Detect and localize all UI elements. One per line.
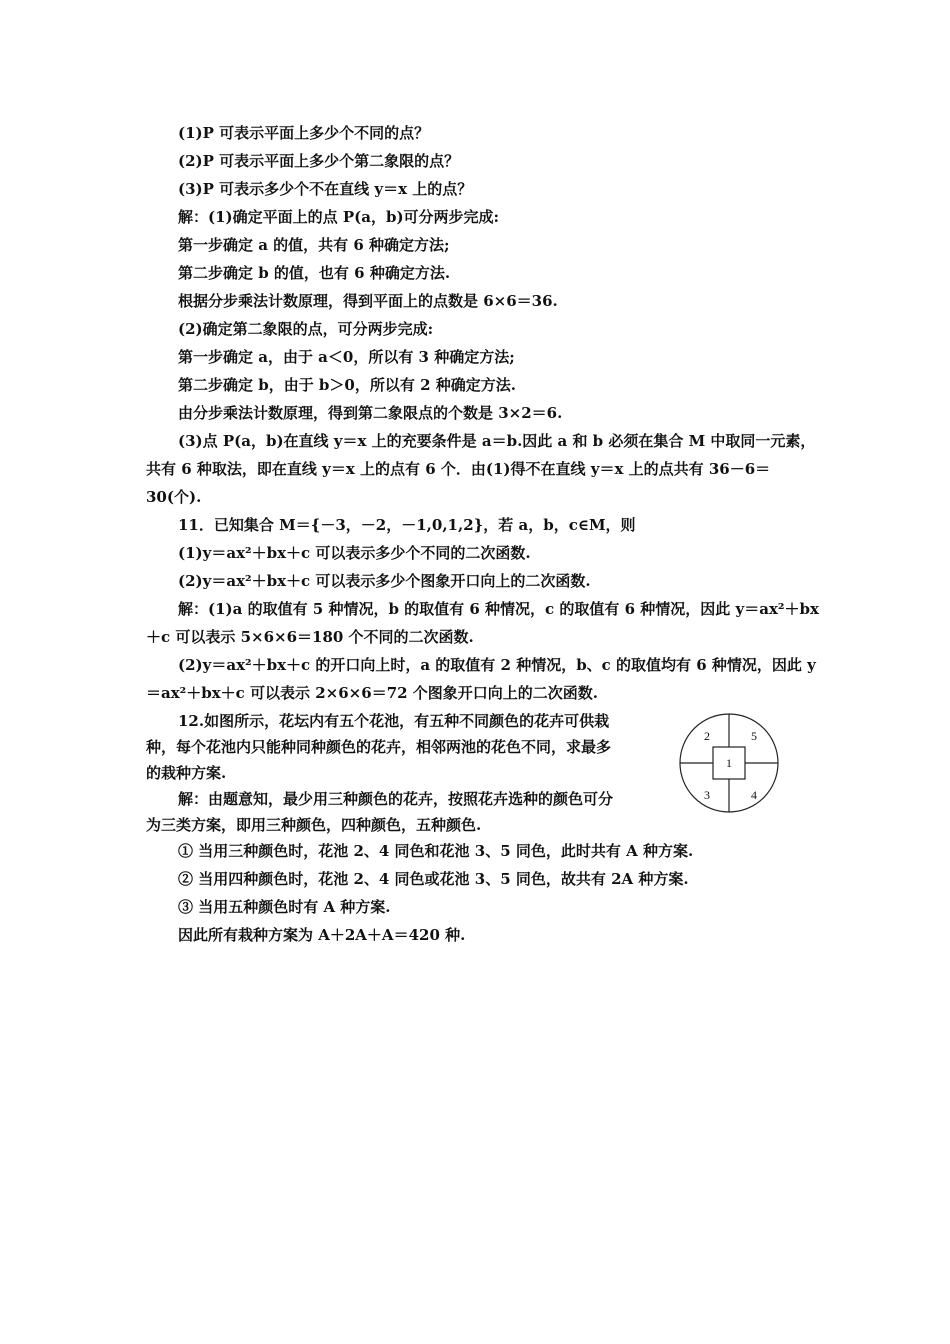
solution-line: (2)y＝ax²＋bx＋c 的开口向上时，a 的取值有 2 种情况，b、c 的取值均有 6 种情况，因此 y (178, 656, 816, 674)
solution-line: (3)点 P(a，b)在直线 y＝x 上的充要条件是 a＝b.因此 a 和 b 必须在集合 M 中取同一元素， (178, 432, 816, 450)
solution-line: (2)确定第二象限的点，可分两步完成: (178, 320, 434, 338)
solution-line: 解：由题意知，最少用三种颜色的花卉，按照花卉选种的颜色可分 (178, 790, 614, 808)
question-part-2: (2)P 可表示平面上多少个第二象限的点？ (178, 152, 460, 170)
solution-line: 由分步乘法计数原理，得到第二象限点的个数是 3×2＝6. (178, 404, 563, 422)
solution-line: 因此所有栽种方案为 A＋2A＋A＝420 种. (178, 926, 466, 944)
bed-label-3: 3 (704, 788, 710, 802)
bed-label-1: 1 (726, 756, 732, 770)
solution-line: 解：(1)确定平面上的点 P(a，b)可分两步完成: (178, 208, 500, 226)
solution-line: ＋c 可以表示 5×6×6＝180 个不同的二次函数. (146, 628, 474, 646)
question-part-1: (1)P 可表示平面上多少个不同的点？ (178, 124, 430, 142)
solution-line: ② 当用四种颜色时，花池 2、4 同色或花池 3、5 同色，故共有 2A 种方案. (178, 870, 689, 888)
solution-line: ① 当用三种颜色时，花池 2、4 同色和花池 3、5 同色，此时共有 A 种方案. (178, 842, 694, 860)
problem-11-part-2: (2)y＝ax²＋bx＋c 可以表示多少个图象开口向上的二次函数. (178, 572, 591, 590)
problem-12-stem: 的栽种方案. (146, 764, 227, 782)
problem-11-stem: 11．已知集合 M＝{－3，－2，－1,0,1,2}，若 a，b，c∈M，则 (178, 516, 636, 534)
bed-label-5: 5 (751, 729, 757, 743)
flower-bed-diagram (678, 712, 780, 814)
problem-11-part-1: (1)y＝ax²＋bx＋c 可以表示多少个不同的二次函数. (178, 544, 531, 562)
solution-line: 30(个). (146, 488, 202, 506)
solution-line: 为三类方案，即用三种颜色，四种颜色，五种颜色. (146, 816, 482, 834)
solution-line: 第二步确定 b，由于 b＞0，所以有 2 种确定方法. (178, 376, 516, 394)
solution-line: 第一步确定 a，由于 a＜0，所以有 3 种确定方法; (178, 348, 515, 366)
solution-line: ③ 当用五种颜色时有 A 种方案. (178, 898, 391, 916)
solution-line: 解：(1)a 的取值有 5 种情况，b 的取值有 6 种情况，c 的取值有 6 种情况，因此 y＝ax²＋bx (178, 600, 819, 618)
solution-line: 第二步确定 b 的值，也有 6 种确定方法. (178, 264, 451, 282)
solution-line: 共有 6 种取法，即在直线 y＝x 上的点有 6 个．由(1)得不在直线 y＝x 上的点共有 36－6＝ (146, 460, 771, 478)
bed-label-4: 4 (751, 788, 757, 802)
solution-line: 根据分步乘法计数原理，得到平面上的点数是 6×6＝36. (178, 292, 558, 310)
bed-label-2: 2 (704, 729, 710, 743)
problem-12-stem: 种，每个花池内只能种同种颜色的花卉，相邻两池的花色不同，求最多 (146, 738, 612, 756)
solution-line: ＝ax²＋bx＋c 可以表示 2×6×6＝72 个图象开口向上的二次函数. (146, 684, 599, 702)
problem-12-stem: 12.如图所示，花坛内有五个花池，有五种不同颜色的花卉可供栽 (178, 712, 610, 730)
solution-line: 第一步确定 a 的值，共有 6 种确定方法; (178, 236, 450, 254)
question-part-3: (3)P 可表示多少个不在直线 y＝x 上的点？ (178, 180, 473, 198)
